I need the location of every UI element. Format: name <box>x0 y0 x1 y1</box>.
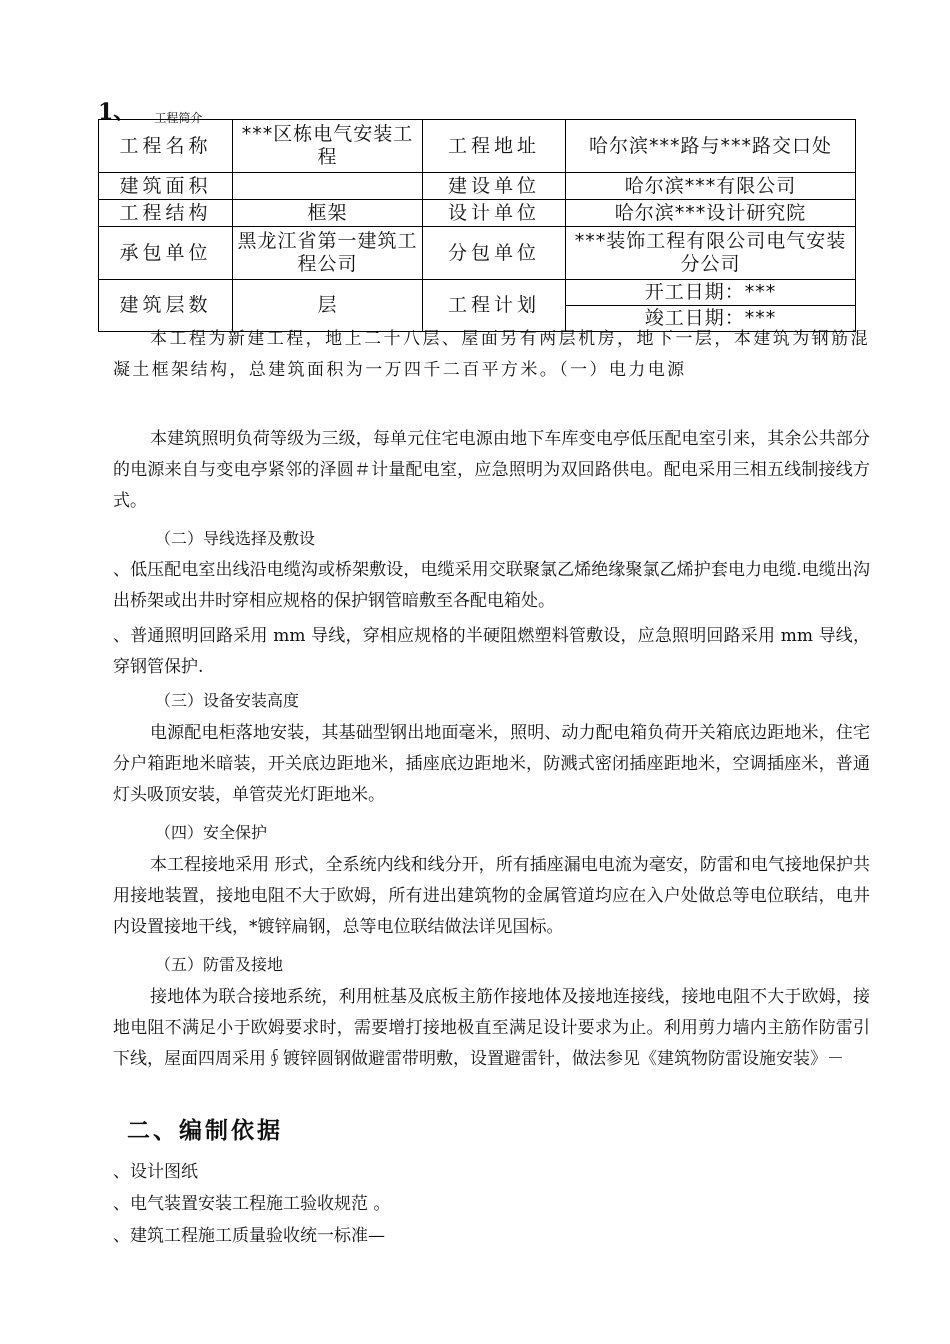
table-cell: 工程名称 <box>99 120 233 173</box>
table-cell: 哈尔滨***有限公司 <box>566 173 856 200</box>
section-2-heading: 二、编制依据 <box>127 1118 283 1144</box>
paragraph-install-height: 电源配电柜落地安装，其基础型钢出地面毫米，照明、动力配电箱负荷开关箱底边距地米，住宅分户箱距地米暗装，开关底边距地米，插座底边距地米，防溅式密闭插座距地米，空调插座米，普通灯头吸顶安装，单管荧光灯距地米。 <box>113 723 870 805</box>
table-cell: 工程地址 <box>423 120 566 173</box>
table-cell: ***区栋电气安装工程 <box>233 120 423 173</box>
project-info-table <box>98 119 856 332</box>
paragraph-intro: 本工程为新建工程，地上二十八层、屋面另有两层机房，地下一层，本建筑为钢筋混凝土框架结构，总建筑面积为一万四千二百平方米。（一）电力电源 <box>113 329 870 380</box>
paragraph-safety: 本工程接地采用 形式，全系统内线和线分开，所有插座漏电电流为毫安，防雷和电气接地保护共用接地装置，接地电阻不大于欧姆，所有进出建筑物的金属管道均应在入户处做总等电位联结，电井内设置接地干线，*镀锌扁钢，总等电位联结做法详见国标。 <box>113 855 870 937</box>
table-row <box>99 280 856 306</box>
table-cell: 建设单位 <box>423 173 566 200</box>
list-item: 、设计图纸 <box>113 1162 198 1182</box>
table-cell: 哈尔滨***设计研究院 <box>566 200 856 227</box>
start-date-cell: 开工日期：*** <box>566 280 856 306</box>
list-item: 、电气装置安装工程施工验收规范 。 <box>113 1194 391 1214</box>
section-title: 工程简介 <box>154 111 203 125</box>
table-row <box>99 227 856 280</box>
subheading-lightning: （五）防雷及接地 <box>155 955 284 974</box>
table-cell: 分包单位 <box>423 227 566 280</box>
section-number: 1、 <box>98 99 136 125</box>
paragraph-power-source: 本建筑照明负荷等级为三级，每单元住宅电源由地下车库变电亭低压配电室引来，其余公共部分的电源来自与变电亭紧邻的泽圆＃计量配电室，应急照明为双回路供电。配电采用三相五线制接线方式。 <box>113 429 870 511</box>
table-row <box>99 173 856 200</box>
subheading-wiring: （二）导线选择及敷设 <box>155 529 316 548</box>
table-cell: 黑龙江省第一建筑工程公司 <box>233 227 423 280</box>
table-row <box>99 120 856 173</box>
table-cell: 工程结构 <box>99 200 233 227</box>
list-item: 、建筑工程施工质量验收统一标准— <box>113 1226 385 1246</box>
paragraph-wiring-2: 、普通照明回路采用 mm 导线，穿相应规格的半硬阻燃塑料管敷设，应急照明回路采用 mm 导线，穿钢管保护. <box>113 626 870 677</box>
subheading-safety: （四）安全保护 <box>155 823 268 842</box>
table-cell: 哈尔滨***路与***路交口处 <box>566 120 856 173</box>
table-cell: ***装饰工程有限公司电气安装分公司 <box>566 227 856 280</box>
table-cell: 承包单位 <box>99 227 233 280</box>
completion-date-cell: 竣工日期：*** <box>566 306 856 332</box>
table-cell: 工程计划 <box>423 280 566 332</box>
table-row <box>99 200 856 227</box>
paragraph-wiring-1: 、低压配电室出线沿电缆沟或桥架敷设，电缆采用交联聚氯乙烯绝缘聚氯乙烯护套电力电缆.电缆出沟出桥架或出井时穿相应规格的保护钢管暗敷至各配电箱处。 <box>113 560 870 611</box>
table-cell <box>233 173 423 200</box>
paragraph-lightning: 接地体为联合接地系统，利用桩基及底板主筋作接地体及接地连接线，接地电阻不大于欧姆，接地电阻不满足小于欧姆要求时，需要增打接地极直至满足设计要求为止。利用剪力墙内主筋作防雷引下线，屋面四周采用∮镀锌圆钢做避雷带明敷，设置避雷针，做法参见《建筑物防雷设施安装》－ <box>113 987 870 1069</box>
subheading-install-height: （三）设备安装高度 <box>155 691 300 710</box>
table-cell: 设计单位 <box>423 200 566 227</box>
table-cell: 建筑层数 <box>99 280 233 332</box>
table-cell: 层 <box>233 280 423 332</box>
table-cell: 框架 <box>233 200 423 227</box>
section-1-heading <box>98 95 203 125</box>
table-cell: 建筑面积 <box>99 173 233 200</box>
